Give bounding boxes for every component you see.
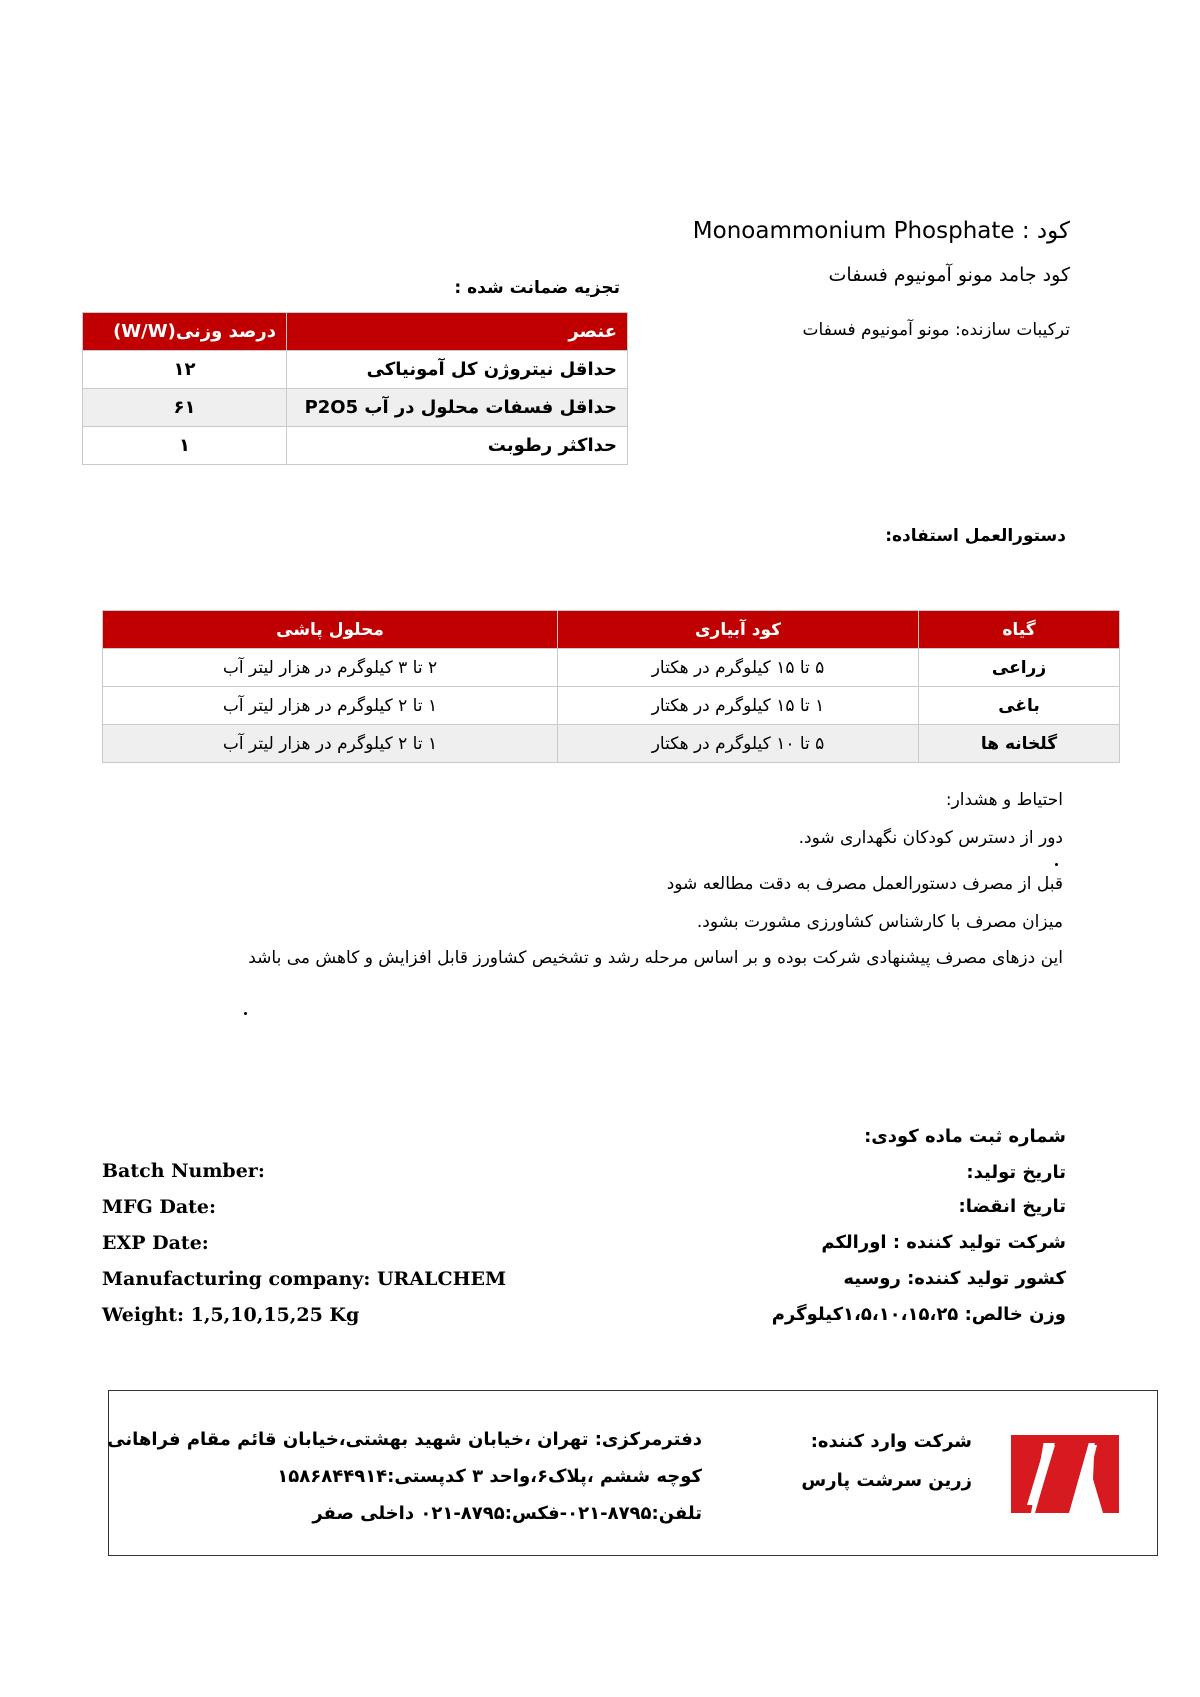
warnings-title: احتیاط و هشدار:: [945, 790, 1063, 810]
batch-number: Batch Number:: [102, 1160, 265, 1182]
address-line: تلفن:۸۷۹۵-۰۲۱-فکس:۸۷۹۵-۰۲۱ داخلی صفر: [312, 1503, 702, 1524]
product-title: [693, 218, 1070, 244]
usage-plant: گلخانه ها: [919, 725, 1120, 763]
manufacturer-en: Manufacturing company: URALCHEM: [102, 1268, 507, 1290]
importer-box: [108, 1390, 1158, 1556]
table-row: [103, 649, 1120, 687]
analysis-header-row: [83, 313, 628, 351]
analysis-title: تجزیه ضمانت شده :: [454, 278, 620, 298]
usage-plant: زراعی: [919, 649, 1120, 687]
code-label: کود :: [1021, 218, 1070, 244]
usage-plant: باغی: [919, 687, 1120, 725]
manufacturer-fa: شرکت تولید کننده : اورالکم: [821, 1232, 1066, 1253]
exp-date-en: EXP Date:: [102, 1232, 209, 1254]
usage-foliar: ۱ تا ۲ کیلوگرم در هزار لیتر آب: [103, 687, 558, 725]
usage-irrigation: ۵ تا ۱۵ کیلوگرم در هکتار: [558, 649, 919, 687]
mfg-date-en: MFG Date:: [102, 1196, 217, 1218]
analysis-value: ۶۱: [83, 389, 287, 427]
exp-date-fa: تاریخ انقضا:: [958, 1196, 1066, 1217]
stray-dot: [244, 1012, 247, 1015]
usage-irrigation: ۵ تا ۱۰ کیلوگرم در هکتار: [558, 725, 919, 763]
registration-number: شماره ثبت ماده کودی:: [864, 1126, 1066, 1147]
importer-info: [801, 1431, 972, 1491]
usage-table: [102, 610, 1120, 763]
analysis-value: ۱: [83, 427, 287, 465]
analysis-header-percent: درصد وزنی(W/W): [83, 313, 287, 351]
product-name-en: Monoammonium Phosphate: [692, 218, 1015, 244]
analysis-table: [82, 312, 628, 465]
importer-name: زرین سرشت پارس: [801, 1470, 972, 1491]
weight-fa: وزن خالص: ۱،۵،۱۰،۱۵،۲۵کیلوگرم: [771, 1304, 1066, 1325]
usage-irrigation: ۱ تا ۱۵ کیلوگرم در هکتار: [558, 687, 919, 725]
analysis-element: حداقل فسفات محلول در آب P2O5: [287, 389, 628, 427]
analysis-element: حداکثر رطوبت: [287, 427, 628, 465]
table-row: [83, 351, 628, 389]
table-row: [103, 725, 1120, 763]
address-block: [107, 1421, 702, 1532]
usage-header-foliar: محلول پاشی: [103, 611, 558, 649]
table-row: [103, 687, 1120, 725]
country-fa: کشور تولید کننده: روسیه: [843, 1268, 1066, 1289]
company-logo-icon: [1011, 1435, 1119, 1513]
analysis-header-element: عنصر: [287, 313, 628, 351]
address-line: دفترمرکزی: تهران ،خیابان شهید بهشتی،خیابان قائم مقام فراهانی: [107, 1429, 702, 1450]
bullet-dot: [1055, 863, 1058, 866]
usage-header-row: [103, 611, 1120, 649]
usage-title: دستورالعمل استفاده:: [885, 526, 1066, 546]
usage-header-irrigation: کود آبیاری: [558, 611, 919, 649]
analysis-element: حداقل نیتروژن کل آمونیاکی: [287, 351, 628, 389]
mfg-date-fa: تاریخ تولید:: [966, 1162, 1066, 1183]
composition-text: ترکیبات سازنده: مونو آمونیوم فسفات: [802, 320, 1070, 340]
table-row: [83, 389, 628, 427]
usage-foliar: ۱ تا ۲ کیلوگرم در هزار لیتر آب: [103, 725, 558, 763]
warning-item: میزان مصرف با کارشناس کشاورزی مشورت بشود.: [696, 912, 1063, 932]
address-line: کوچه ششم ،پلاک۶،واحد ۳ کدپستی:۱۵۸۶۸۴۴۹۱۴: [277, 1466, 702, 1487]
product-subtitle: کود جامد مونو آمونیوم فسفات: [828, 264, 1070, 286]
warning-item: این دزهای مصرف پیشنهادی شرکت بوده و بر اساس مرحله رشد و تشخیص کشاورز قابل افزایش و کاهش می باشد: [248, 948, 1063, 968]
analysis-value: ۱۲: [83, 351, 287, 389]
weight-en: Weight: 1,5,10,15,25 Kg: [102, 1304, 360, 1326]
table-row: [83, 427, 628, 465]
importer-label: شرکت وارد کننده:: [810, 1431, 972, 1452]
usage-header-plant: گیاه: [919, 611, 1120, 649]
warning-item: دور از دسترس کودکان نگهداری شود.: [798, 828, 1063, 848]
usage-foliar: ۲ تا ۳ کیلوگرم در هزار لیتر آب: [103, 649, 558, 687]
warning-item: قبل از مصرف دستورالعمل مصرف به دقت مطالعه شود: [666, 874, 1063, 894]
